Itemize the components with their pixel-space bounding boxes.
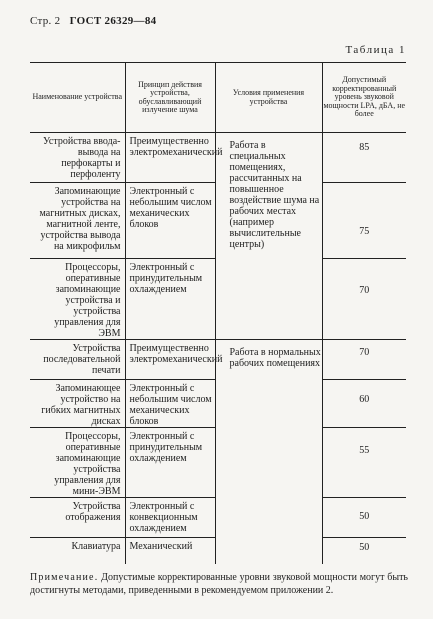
table-label: Таблица 1: [345, 44, 406, 56]
standard-number: ГОСТ 26329—84: [69, 15, 157, 27]
device-cell: Устройства отображения: [30, 498, 125, 538]
value-cell: 50: [322, 538, 406, 564]
value-cell: 75: [322, 183, 406, 259]
page-header: [30, 15, 156, 27]
value-cell: 70: [322, 259, 406, 340]
principle-cell: Электронный с принудительным охлаждением: [125, 259, 215, 340]
value-cell: 50: [322, 498, 406, 538]
value-cell: 85: [359, 142, 370, 153]
value-cell: 70: [322, 340, 406, 380]
note-label: Примечание.: [30, 572, 99, 583]
device-cell: Запоминающее устройство на гибких магнитных дисках: [30, 380, 125, 428]
table-note: [30, 571, 408, 597]
value-cell: 60: [322, 380, 406, 428]
principle-cell: Электронный с конвекционным охлаждением: [125, 498, 215, 538]
column-header-principle: Принцип действия устройства, обуславливающий излучение шума: [125, 63, 215, 133]
table-row: [30, 133, 406, 183]
device-cell: Запоминающие устройства на магнитных дисках, магнитной ленте, устройства вывода на микрофильм: [30, 183, 125, 259]
conditions-cell: Работа в специальных помещениях, рассчитанных на повышенное воздействие шума на рабочих местах (например вычислительные центры): [215, 133, 322, 340]
principle-cell: Механический: [125, 538, 215, 564]
conditions-cell: Работа в нормальных рабочих помещениях: [215, 340, 322, 564]
principle-cell: Преимущественно электромеханический: [125, 340, 215, 380]
device-cell: Устройства последовательной печати: [30, 340, 125, 380]
value-cell: 55: [322, 428, 406, 498]
principle-cell: Электронный с принудительным охлаждением: [125, 428, 215, 498]
principle-cell: Преимущественно электромеханический: [125, 133, 215, 183]
noise-level-table: [30, 62, 406, 564]
principle-cell: Электронный с небольшим числом механических блоков: [125, 183, 215, 259]
column-header-conditions: Условия применения устройства: [215, 63, 322, 133]
note-text: Допустимые корректированные уровни звуковой мощности могут быть достигнуты методами, приведенными в рекомендуемом приложении 2.: [30, 572, 408, 596]
device-cell: Процессоры, оперативные запоминающие устройства и устройства управления для ЭВМ: [30, 259, 125, 340]
table-header-row: [30, 63, 406, 133]
device-cell: Процессоры, оперативные запоминающие устройства управления для мини-ЭВМ: [30, 428, 125, 498]
page-number: Стр. 2: [30, 15, 61, 27]
device-cell: Устройства ввода-вывода на перфокарты и перфоленту: [30, 133, 125, 183]
device-cell: Клавиатура: [30, 538, 125, 564]
principle-cell: Электронный с небольшим числом механических блоков: [125, 380, 215, 428]
column-header-device: Наименование устройства: [30, 63, 125, 133]
table-row: [30, 340, 406, 380]
column-header-sound-power: Допустимый корректированный уровень звуковой мощности LPA, дБА, не более: [322, 63, 406, 133]
